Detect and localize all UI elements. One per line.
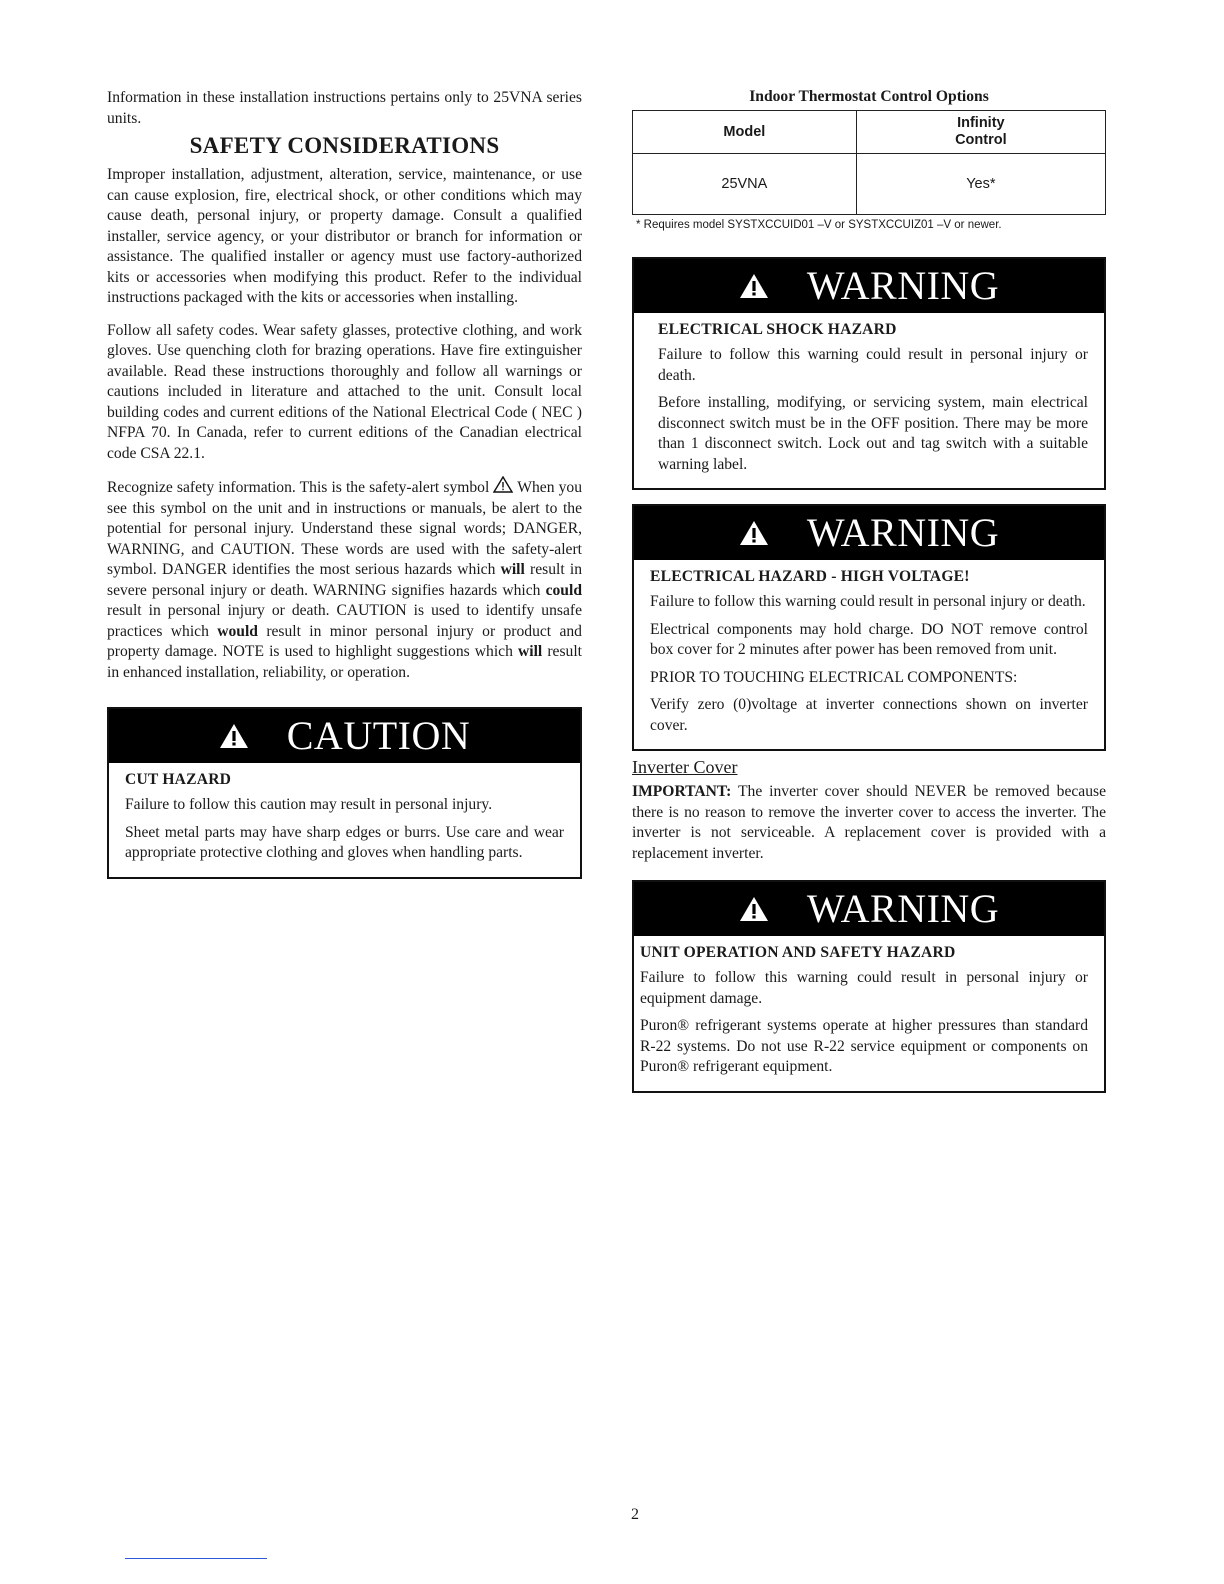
caution-header xyxy=(109,709,580,763)
model-header: Model xyxy=(633,111,857,154)
unit-operation-title: UNIT OPERATION AND SAFETY HAZARD xyxy=(640,944,956,961)
thermostat-options-table xyxy=(632,110,1106,215)
safety-codes-paragraph: Follow all safety codes. Wear safety glasses, protective clothing, and work gloves. Use quenching cloth for brazing operations. Have fire extinguisher available. Read these instructions thoroughly and follow all warnings or cautions included in literature and attached to the unit. Consult local building codes and current editions of the National Electrical Code ( NEC ) NFPA 70. In Canada, refer to current editions of the Canadian electrical code CSA 22.1. xyxy=(107,321,582,462)
unit-operation-text-1: Failure to follow this warning could result in personal injury or equipment damage. xyxy=(640,969,1088,1007)
thermostat-table-title: Indoor Thermostat Control Options xyxy=(749,88,989,105)
high-voltage-text-3: PRIOR TO TOUCHING ELECTRICAL COMPONENTS: xyxy=(650,668,1018,686)
left-column xyxy=(107,88,582,879)
caution-word: CAUTION xyxy=(286,713,471,758)
high-voltage-text-2: Electrical components may hold charge. DO NOT remove control box cover for 2 minutes after power has been removed from unit. xyxy=(650,620,1088,658)
shock-text-1: Failure to follow this warning could result in personal injury or death. xyxy=(658,346,1088,384)
signal-words-paragraph: Recognize safety information. This is the safety-alert symbol When you see this symbol on the unit and in instructions or manuals, be alert to the potential for personal injury. Understand these signal words; DANGER, WARNING, and CAUTION. These words are used with the safety-alert symbol. DANGER identifies the most serious hazards which will result in severe personal injury or death. WARNING signifies hazards which could result in personal injury or death. CAUTION is used to identify unsafe practices which would result in minor personal injury or product and property damage. NOTE is used to highlight suggestions which will result in enhanced installation, reliability, or operation. xyxy=(107,476,582,683)
table-header-row xyxy=(633,111,1106,154)
warning-triangle-icon xyxy=(219,723,249,749)
inverter-cover-paragraph: IMPORTANT: The inverter cover should NEVER be removed because there is no reason to remove the inverter cover to access the inverter. The inverter is not serviceable. A replacement cover is provided with a replacement inverter. xyxy=(632,783,1106,862)
warning-word: WARNING xyxy=(806,510,1000,555)
table-footnote: * Requires model SYSTXCCUID01 –V or SYSTXCCUIZ01 –V or newer. xyxy=(636,219,1002,231)
table-row xyxy=(633,154,1106,215)
safety-heading: SAFETY CONSIDERATIONS xyxy=(189,133,500,158)
cut-hazard-title: CUT HAZARD xyxy=(125,771,232,788)
warning-box-unit-operation xyxy=(632,880,1106,1093)
intro-paragraph: Information in these installation instructions pertains only to 25VNA series units. xyxy=(107,89,582,127)
infinity-value-cell: Yes* xyxy=(856,154,1105,215)
caution-text-1: Failure to follow this caution may result in personal injury. xyxy=(125,796,493,813)
infinity-control-header: Infinity Control xyxy=(856,111,1105,154)
warning-triangle-icon xyxy=(739,273,769,299)
high-voltage-text-1: Failure to follow this warning could result in personal injury or death. xyxy=(650,593,1086,610)
warning-triangle-icon xyxy=(739,896,769,922)
warning-header-high-voltage xyxy=(634,506,1104,560)
warning-word: WARNING xyxy=(806,886,1000,931)
warning-box-shock xyxy=(632,257,1106,490)
right-column xyxy=(632,88,1106,1093)
caution-box xyxy=(107,707,582,879)
footer-rule xyxy=(125,1558,267,1559)
caution-text-2: Sheet metal parts may have sharp edges or burrs. Use care and wear appropriate protective clothing and gloves when handling parts. xyxy=(125,823,564,861)
safety-alert-icon xyxy=(493,476,513,493)
warning-box-high-voltage xyxy=(632,504,1106,751)
page-number: 2 xyxy=(631,1506,639,1523)
model-cell: 25VNA xyxy=(633,154,857,215)
warning-header-shock xyxy=(634,259,1104,313)
unit-operation-text-2: Puron® refrigerant systems operate at higher pressures than standard R-22 systems. Do not use R-22 service equipment or components on Puron® refrigerant equipment. xyxy=(640,1017,1088,1075)
inverter-cover-title: Inverter Cover xyxy=(632,757,738,777)
shock-hazard-title: ELECTRICAL SHOCK HAZARD xyxy=(658,321,897,338)
shock-text-2: Before installing, modifying, or servicing system, main electrical disconnect switch must be in the OFF position. There may be more than 1 disconnect switch. Lock out and tag switch with a suitable warning label. xyxy=(658,394,1088,473)
improper-installation-paragraph: Improper installation, adjustment, alteration, service, maintenance, or use can cause explosion, fire, electrical shock, or other conditions which may cause death, personal injury, or property damage. Consult a qualified installer, service agency, or your distributor or branch for information or assistance. The qualified installer or agency must use factory-authorized kits or accessories when modifying this product. Refer to the individual instructions packaged with the kits or accessories when installing. xyxy=(107,166,582,306)
high-voltage-text-4: Verify zero (0)voltage at inverter connections shown on inverter cover. xyxy=(650,696,1088,734)
warning-word: WARNING xyxy=(806,263,1000,308)
high-voltage-title: ELECTRICAL HAZARD - HIGH VOLTAGE! xyxy=(650,568,970,585)
warning-header-unit-operation xyxy=(634,882,1104,936)
warning-triangle-icon xyxy=(739,520,769,546)
